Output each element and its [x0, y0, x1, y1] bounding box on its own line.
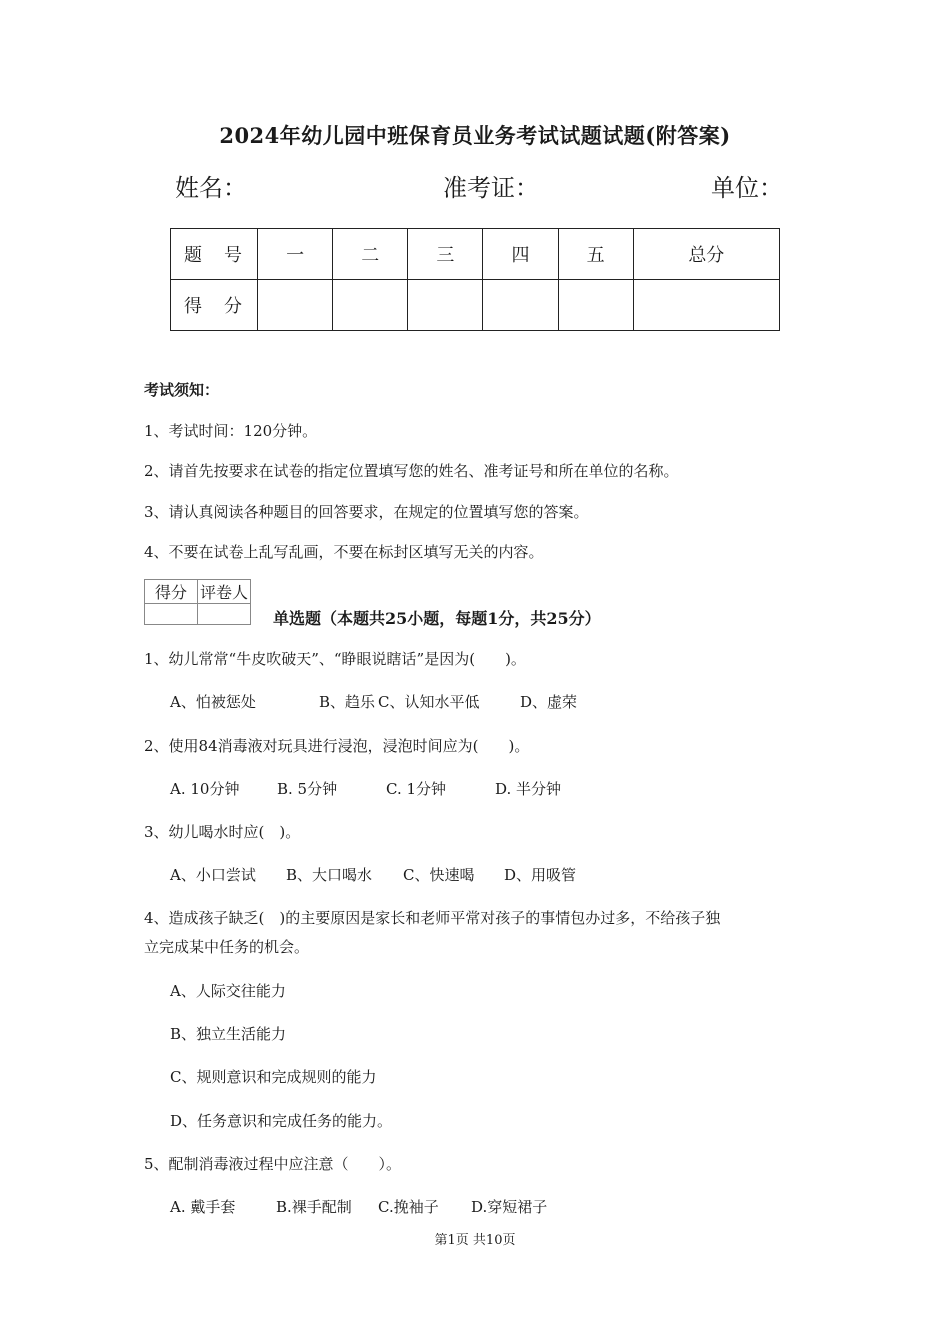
question-number-header: 题 号 — [171, 229, 258, 280]
name-label: 姓名： — [175, 174, 247, 202]
score-cell-4[interactable] — [483, 280, 558, 331]
score-cell-5[interactable] — [558, 280, 633, 331]
option-c-label: C、规则意识和完成规则的能力 — [170, 1068, 377, 1086]
question-stem: 5、配制消毒液过程中应注意（ ）。 — [144, 1155, 402, 1173]
notice-item: 3、请认真阅读各种题目的回答要求，在规定的位置填写您的答案。 — [144, 503, 589, 521]
exam-id-label: 准考证： — [443, 174, 539, 202]
question-stem: 3、幼儿喝水时应( )。 — [144, 823, 301, 841]
option-d[interactable]: D.穿短裙子 — [471, 1198, 548, 1216]
notice-item: 4、不要在试卷上乱写乱画，不要在标封区填写无关的内容。 — [144, 543, 544, 561]
score-table-header-row — [171, 229, 780, 280]
score-cell-total[interactable] — [633, 280, 779, 331]
total-header: 总分 — [633, 229, 779, 280]
question-stem-line: 4、造成孩子缺乏( )的主要原因是家长和老师平常对孩子的事情包办过多，不给孩子独 — [144, 909, 721, 927]
option-a[interactable]: A、怕被惩处 — [170, 693, 256, 711]
unit-label: 单位： — [711, 174, 783, 202]
section-3-header: 三 — [408, 229, 483, 280]
grader-score-cell[interactable] — [145, 604, 198, 625]
option-d[interactable]: D、虚荣 — [520, 693, 578, 711]
grader-reviewer-cell[interactable] — [198, 604, 251, 625]
page-title: 2024年幼儿园中班保育员业务考试试题试题(附答案) — [219, 123, 731, 148]
notice-heading: 考试须知： — [144, 381, 220, 399]
section-title: 单选题（本题共25小题，每题1分，共25分） — [273, 609, 601, 628]
option-a[interactable]: A. 10分钟 — [170, 780, 240, 798]
option-d[interactable]: D、用吸管 — [504, 866, 577, 884]
option-b-label: B、独立生活能力 — [170, 1025, 287, 1043]
notice-item: 2、请首先按要求在试卷的指定位置填写您的姓名、准考证号和所在单位的名称。 — [144, 462, 679, 480]
grader-score-label: 得分 — [145, 580, 198, 604]
page-footer: 第1页 共10页 — [434, 1233, 516, 1248]
section-1-header: 一 — [258, 229, 333, 280]
question-stem: 2、使用84消毒液对玩具进行浸泡，浸泡时间应为( )。 — [144, 737, 530, 755]
question-stem: 1、幼儿常常“牛皮吹破天”、“睁眼说瞎话”是因为( )。 — [144, 650, 526, 668]
option-b[interactable]: B.裸手配制 — [276, 1198, 352, 1216]
score-cell-2[interactable] — [333, 280, 408, 331]
score-cell-3[interactable] — [408, 280, 483, 331]
option-c[interactable]: C、认知水平低 — [378, 693, 480, 711]
score-table-score-row — [171, 280, 780, 331]
option-c[interactable]: C、快速喝 — [403, 866, 475, 884]
score-table — [170, 228, 780, 331]
option-a-label: A、人际交往能力 — [170, 982, 286, 1000]
section-2-header: 二 — [333, 229, 408, 280]
grader-box — [144, 579, 251, 625]
option-c[interactable]: C. 1分钟 — [386, 780, 447, 798]
option-c[interactable]: C.挽袖子 — [378, 1198, 439, 1216]
option-a[interactable]: A. 戴手套 — [170, 1198, 236, 1216]
section-5-header: 五 — [558, 229, 633, 280]
score-row-label: 得 分 — [171, 280, 258, 331]
option-d[interactable]: D. 半分钟 — [495, 780, 562, 798]
notice-item: 1、考试时间：120分钟。 — [144, 422, 318, 440]
option-b[interactable]: B、趋乐 — [319, 693, 376, 711]
candidate-fields — [0, 168, 950, 208]
option-a[interactable]: A、小口尝试 — [170, 866, 256, 884]
score-cell-1[interactable] — [258, 280, 333, 331]
grader-reviewer-label: 评卷人 — [198, 580, 251, 604]
option-d-label: D、任务意识和完成任务的能力。 — [170, 1112, 393, 1130]
question-stem-line: 立完成某中任务的机会。 — [144, 938, 310, 956]
section-4-header: 四 — [483, 229, 558, 280]
option-b[interactable]: B. 5分钟 — [277, 780, 338, 798]
option-b[interactable]: B、大口喝水 — [286, 866, 373, 884]
